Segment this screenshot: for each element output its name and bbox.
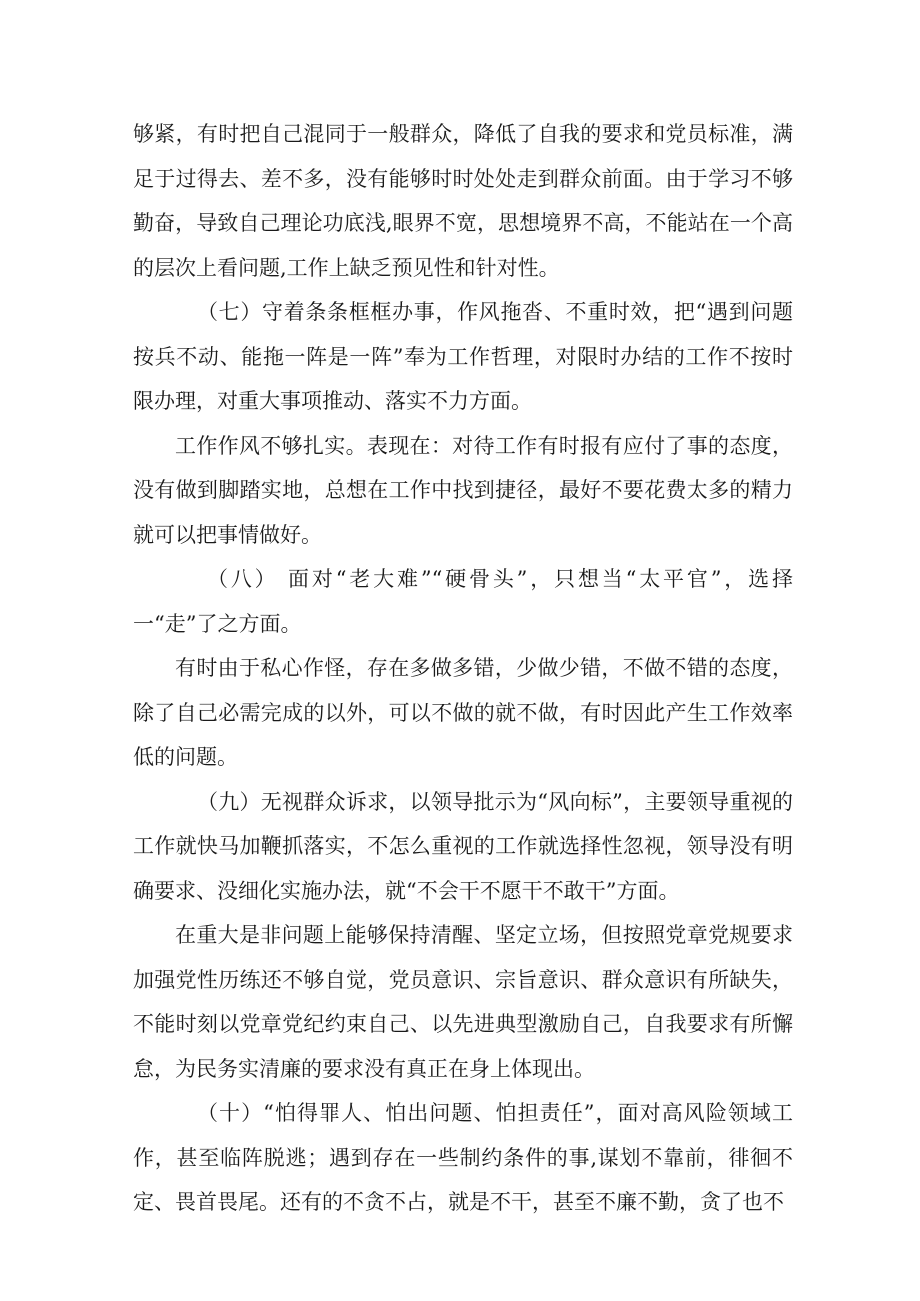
document-body xyxy=(133,112,793,1225)
paragraph-party-awareness: 在重大是非问题上能够保持清醒、坚定立场，但按照党章党规要求加强党性历练还不够自觉，党员意识、宗旨意识、群众意识有所缺失，不能时刻以党章党纪约束自己、以先进典型激励自己，自我要求有所懈怠，为民务实清廉的要求没有真正在身上体现出。 xyxy=(133,923,793,1081)
paragraph-continuation: 够紧，有时把自己混同于一般群众，降低了自我的要求和党员标准，满足于过得去、差不多，没有能够时时处处走到群众前面。由于学习不够勤奋，导致自己理论功底浅,眼界不宽，思想境界不高，不能站在一个高的层次上看问题,工作上缺乏预见性和针对性。 xyxy=(133,122,793,280)
paragraph-item-10: （十）“怕得罪人、怕出问题、怕担责任”，面对高风险领域工作，甚至临阵脱逃；遇到存在一些制约条件的事,谋划不靠前，徘徊不定、畏首畏尾。还有的不贪不占，就是不干，甚至不廉不勤，贪了也不 xyxy=(133,1101,793,1214)
paragraph-work-style: 工作作风不够扎实。表现在：对待工作有时报有应付了事的态度，没有做到脚踏实地，总想在工作中找到捷径，最好不要花费太多的精力就可以把事情做好。 xyxy=(133,433,793,547)
paragraph-item-7: （七）守着条条框框办事，作风拖沓、不重时效，把“遇到问题按兵不动、能拖一阵是一阵”奉为工作哲理，对限时办结的工作不按时限办理，对重大事项推动、落实不力方面。 xyxy=(133,300,793,413)
paragraph-item-9: （九）无视群众诉求，以领导批示为“风向标”，主要领导重视的工作就快马加鞭抓落实，不怎么重视的工作就选择性忽视，领导没有明确要求、没细化实施办法，就“不会干不愿干不敢干”方面。 xyxy=(133,789,793,903)
paragraph-item-8: （八） 面对“老大难”“硬骨头”，只想当“太平官”，选择一“走”了之方面。 xyxy=(133,567,793,636)
paragraph-selfishness: 有时由于私心作怪，存在多做多错，少做少错，不做不错的态度，除了自己必需完成的以外，可以不做的就不做，有时因此产生工作效率低的问题。 xyxy=(133,656,793,769)
